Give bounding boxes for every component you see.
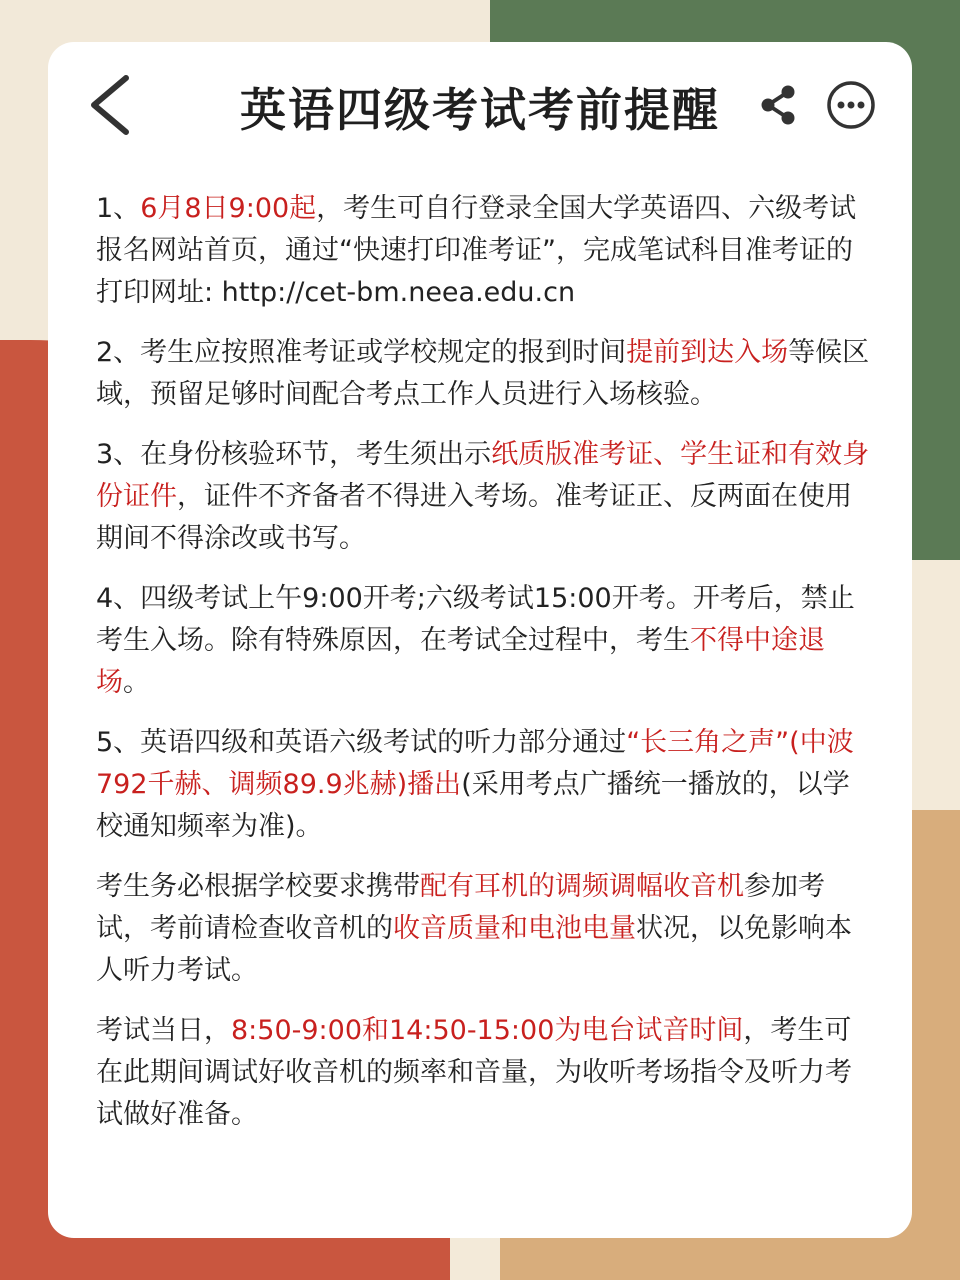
item-text: 2、考生应按照准考证或学校规定的报到时间 bbox=[96, 337, 627, 368]
item-highlight: 提前到达入场 bbox=[626, 337, 789, 368]
item-text: 考生务必根据学校要求携带 bbox=[96, 871, 420, 902]
content-card bbox=[48, 42, 912, 1238]
item-text: 4、四级考试上午9:00开考;六级考试15:00开考。开考后，禁止考生入场。除有特殊原因，在考试全过程中，考生 bbox=[96, 583, 855, 656]
notice-item-1 bbox=[96, 188, 872, 314]
item-text: 等候区域，预留足够时间配合考点工作人员进行入场核验。 bbox=[96, 337, 870, 410]
item-highlight: 配有耳机的调频调幅收音机 bbox=[420, 871, 744, 902]
item-highlight: 纸质版准考证、学生证和有效身份证件 bbox=[96, 439, 870, 512]
share-icon[interactable] bbox=[758, 84, 798, 126]
item-text: ，考生可自行登录全国大学英语四、六级考试报名网站首页，通过“快速打印准考证”，完成笔试科目准考证的打印网址: http://cet-bm.neea.edu.cn bbox=[96, 193, 857, 308]
notice-item-5 bbox=[96, 722, 872, 848]
item-text: 参加考试，考前请检查收音机的 bbox=[96, 871, 825, 944]
item-text: 3、在身份核验环节，考生须出示 bbox=[96, 439, 492, 470]
more-options-icon[interactable] bbox=[826, 80, 876, 130]
item-text: 状况，以免影响本人听力考试。 bbox=[96, 913, 852, 986]
item-text: (采用考点广播统一播放的，以学校通知频率为准)。 bbox=[96, 769, 850, 842]
notice-item-4 bbox=[96, 578, 872, 704]
notice-item-3 bbox=[96, 434, 872, 560]
item-highlight: 8:50-9:00和14:50-15:00为电台试音时间 bbox=[231, 1015, 744, 1046]
notice-item-2 bbox=[96, 332, 872, 416]
item-highlight: “长三角之声”(中波792千赫、调频89.9兆赫)播出 bbox=[96, 727, 854, 800]
item-text: 考试当日， bbox=[96, 1015, 231, 1046]
header-bar bbox=[48, 42, 912, 172]
item-highlight: 6月8日9:00起 bbox=[140, 193, 317, 224]
item-highlight: 不得中途退场 bbox=[96, 625, 825, 698]
item-text: 。 bbox=[123, 667, 150, 698]
item-text: ，考生可在此期间调试好收音机的频率和音量，为收听考场指令及听力考试做好准备。 bbox=[96, 1015, 852, 1130]
notice-item-6 bbox=[96, 866, 872, 992]
notice-item-7 bbox=[96, 1010, 872, 1136]
item-text: ，证件不齐备者不得进入考场。准考证正、反两面在使用期间不得涂改或书写。 bbox=[96, 481, 852, 554]
notice-content bbox=[96, 188, 872, 1154]
item-text: 5、英语四级和英语六级考试的听力部分通过 bbox=[96, 727, 627, 758]
page-title: 英语四级考试考前提醒 bbox=[240, 83, 720, 137]
item-text: 1、 bbox=[96, 193, 141, 224]
item-highlight: 收音质量和电池电量 bbox=[393, 913, 636, 944]
